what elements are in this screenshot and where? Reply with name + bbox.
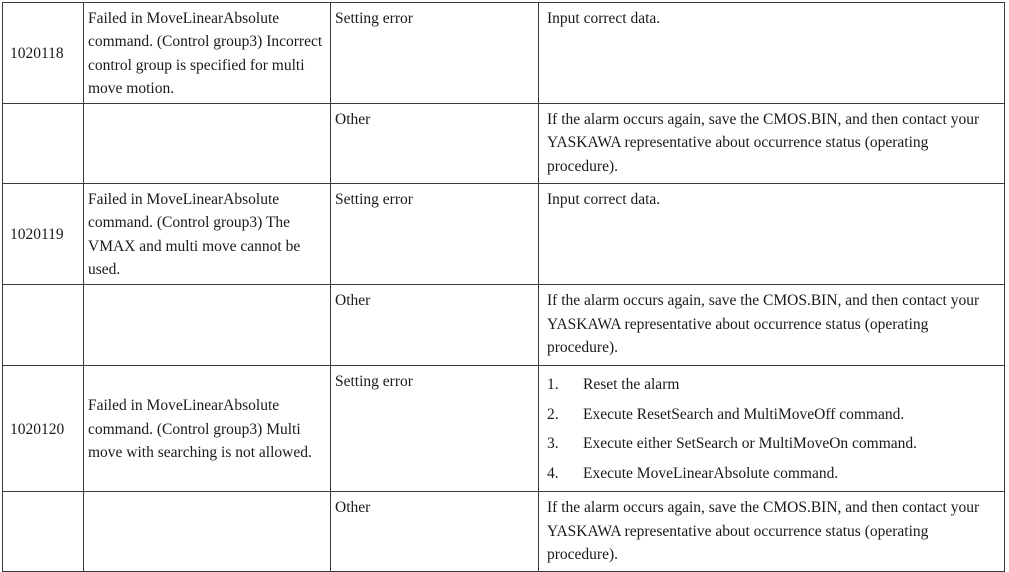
table-row — [3, 285, 1005, 366]
alarm-code — [3, 104, 84, 184]
list-item — [547, 429, 1000, 459]
table-row — [3, 366, 1005, 492]
alarm-meaning — [84, 492, 331, 572]
alarm-code — [3, 285, 84, 366]
alarm-code: 1020118 — [3, 3, 84, 104]
alarm-meaning: Failed in MoveLinearAbsolute command. (Control group3) Multi move with searching is not allowed. — [84, 366, 331, 492]
remedy-steps — [547, 370, 1000, 488]
list-item — [547, 370, 1000, 400]
step-text: Execute ResetSearch and MultiMoveOff command. — [583, 405, 905, 423]
list-item — [547, 400, 1000, 430]
alarm-meaning: Failed in MoveLinearAbsolute command. (Control group3) The VMAX and multi move cannot be used. — [84, 184, 331, 285]
table-row — [3, 184, 1005, 285]
alarm-code — [3, 492, 84, 572]
alarm-remedy: If the alarm occurs again, save the CMOS.BIN, and then contact your YASKAWA representative about occurrence status (operating procedure). — [539, 104, 1005, 184]
alarm-meaning — [84, 104, 331, 184]
alarm-remedy: Input correct data. — [539, 184, 1005, 285]
step-number: 4. — [547, 464, 559, 482]
table-row — [3, 104, 1005, 184]
alarm-cause: Other — [331, 104, 539, 184]
alarm-table — [2, 2, 1005, 572]
alarm-cause: Setting error — [331, 366, 539, 492]
alarm-remedy — [539, 366, 1005, 492]
step-number: 1. — [547, 376, 559, 394]
table-row — [3, 3, 1005, 104]
alarm-meaning — [84, 285, 331, 366]
step-text: Execute either SetSearch or MultiMoveOn command. — [583, 435, 918, 453]
alarm-remedy: Input correct data. — [539, 3, 1005, 104]
alarm-cause: Setting error — [331, 3, 539, 104]
step-text: Reset the alarm — [583, 376, 680, 394]
alarm-remedy: If the alarm occurs again, save the CMOS.BIN, and then contact your YASKAWA representative about occurrence status (operating procedure). — [539, 285, 1005, 366]
step-number: 2. — [547, 405, 559, 423]
step-text: Execute MoveLinearAbsolute command. — [583, 464, 839, 482]
alarm-cause: Setting error — [331, 184, 539, 285]
alarm-cause: Other — [331, 492, 539, 572]
list-item — [547, 459, 1000, 489]
alarm-code: 1020119 — [3, 184, 84, 285]
alarm-code: 1020120 — [3, 366, 84, 492]
alarm-cause: Other — [331, 285, 539, 366]
table-row — [3, 492, 1005, 572]
step-number: 3. — [547, 435, 559, 453]
alarm-meaning: Failed in MoveLinearAbsolute command. (Control group3) Incorrect control group is specified for multi move motion. — [84, 3, 331, 104]
alarm-remedy: If the alarm occurs again, save the CMOS.BIN, and then contact your YASKAWA representative about occurrence status (operating procedure). — [539, 492, 1005, 572]
